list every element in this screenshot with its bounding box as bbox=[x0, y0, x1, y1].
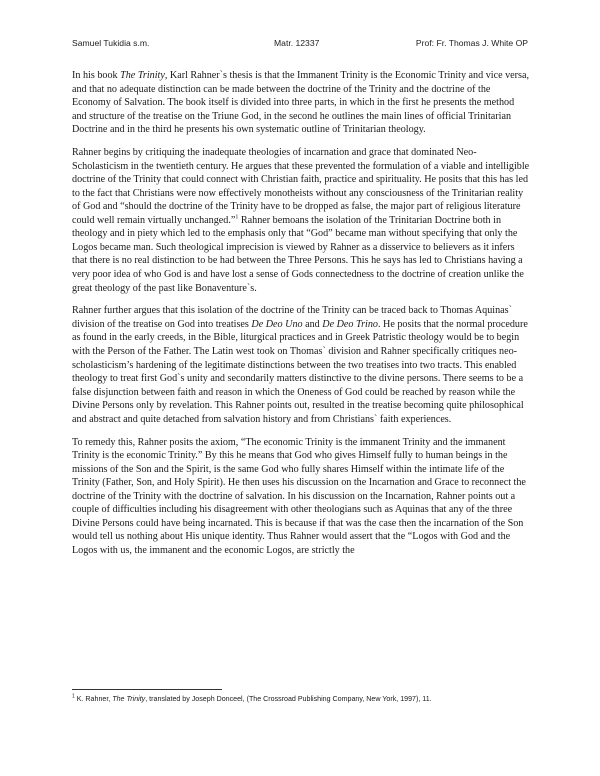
body-text bbox=[72, 69, 530, 567]
header-professor: Prof: Fr. Thomas J. White OP bbox=[415, 38, 528, 48]
header-author: Samuel Tukidia s.m. bbox=[72, 38, 150, 48]
footnote: $^1$ K. Rahner, The Trinity, translated by Joseph Donceel, (The Crossroad Publishing Company, New York, 1997), 11. bbox=[72, 693, 432, 703]
paragraph-4: To remedy this, Rahner posits the axiom, “The economic Trinity is the immanent Trinity and the immanent Trinity is the economic Trinity.” By this he means that God who gives Himself fully to human beings in the missions of the Son and the Spirit, is the same God who fully shares Himself within the intimate life of the Trinity (Father, Son, and Holy Spirit). He then uses his discussion on the Incarnation and Grace to reconnect the doctrine of the Trinity with the doctrine of salvation. In his discussion on the Incarnation, Rahner points out a couple of difficulties including his disagreement with other theologians such as Aquinas that any of the three Divine Persons could have being incarnated. This is because if that was the case then the incarnation of the Son would tell us nothing about His unique identity. Thus Rahner would assert that the “Logos with God and the Logos with us, the immanent and the economic Logos, are strictly the bbox=[72, 436, 526, 556]
footnote-book-title: The Trinity bbox=[112, 695, 146, 703]
header-matriculation: Matr. 12337 bbox=[274, 38, 320, 48]
footnote-number: 1 bbox=[72, 693, 75, 700]
treatise-title-trino: De Deo Trino bbox=[322, 318, 378, 330]
paragraph-3: Rahner further argues that this isolation of the doctrine of the Trinity can be traced back to Thomas Aquinas` division of the treatise on God into treatises De Deo Uno and De Deo Trino. He posits that the normal procedure as found in the early creeds, in the Bible, liturgical practices and in Greek Patristic theology would be to begin with the Person of the Father. The Latin west took on Thomas` division and Rahner specifically critiques neo-scholasticism’s hardening of the legitimate distinctions between the two treatises into two tracts. This enabled theology to treat first God`s unity and secondarily matters distinctive to the divine persons. There seems to be a false disjunction between faith and reason in which the Oneness of God could be reached by reason while the Divine Persons only by revelation. This Rahner points out, resulted in the treatise becoming quite philosophical and abstract and quite detached from salvation history and from Christians` faith experiences. bbox=[72, 305, 528, 425]
footnote-divider bbox=[72, 689, 222, 690]
treatise-title-uno: De Deo Uno bbox=[251, 318, 303, 330]
footnote-reference: 1 bbox=[235, 214, 239, 221]
paragraph-2: Rahner begins by critiquing the inadequate theologies of incarnation and grace that dominated Neo-Scholasticism in the twentieth century. He argues that these prevented the formulation of a viable and intelligible doctrine of the Trinity that could connect with Christian faith, practice and spirituality. He posits that this has led to the fact that Christians were now effectively monotheists without any consciousness of the Trinitarian reality of God and “should the doctrine of the Trinity have to be dropped as false, the major part of religious literature could well remain virtually unchanged.”$^1$ Rahner bemoans the isolation of the Trinitarian Doctrine both in theology and in piety which led to the emphasis only that “God” became man without specifying that only the Logos became man. Such theological imprecision is viewed by Rahner as a disservice to believers as it infers that there is no real distinction to be had between the Three Persons. This he says has led to Christians having a very poor idea of who God is and have lost a sense of Gods connectedness to the doctrine of creation unlike the great theology of the past like Bonaventure`s. bbox=[72, 147, 530, 294]
paragraph-1: In his book The Trinity, Karl Rahner`s thesis is that the Immanent Trinity is the Economic Trinity and vice versa, and that no adequate distinction can be made between the doctrine of the Trinity and the doctrine of the Economy of Salvation. The book itself is divided into three parts, in which in the first he presents the method and structure of the treatise on the Triune God, in the second he outlines the main lines of official Trinitarian Doctrine and in the third he presents his own systematic outline of Trinitarian theology. bbox=[72, 70, 529, 136]
page-header bbox=[72, 38, 528, 52]
book-title: The Trinity bbox=[120, 70, 165, 81]
